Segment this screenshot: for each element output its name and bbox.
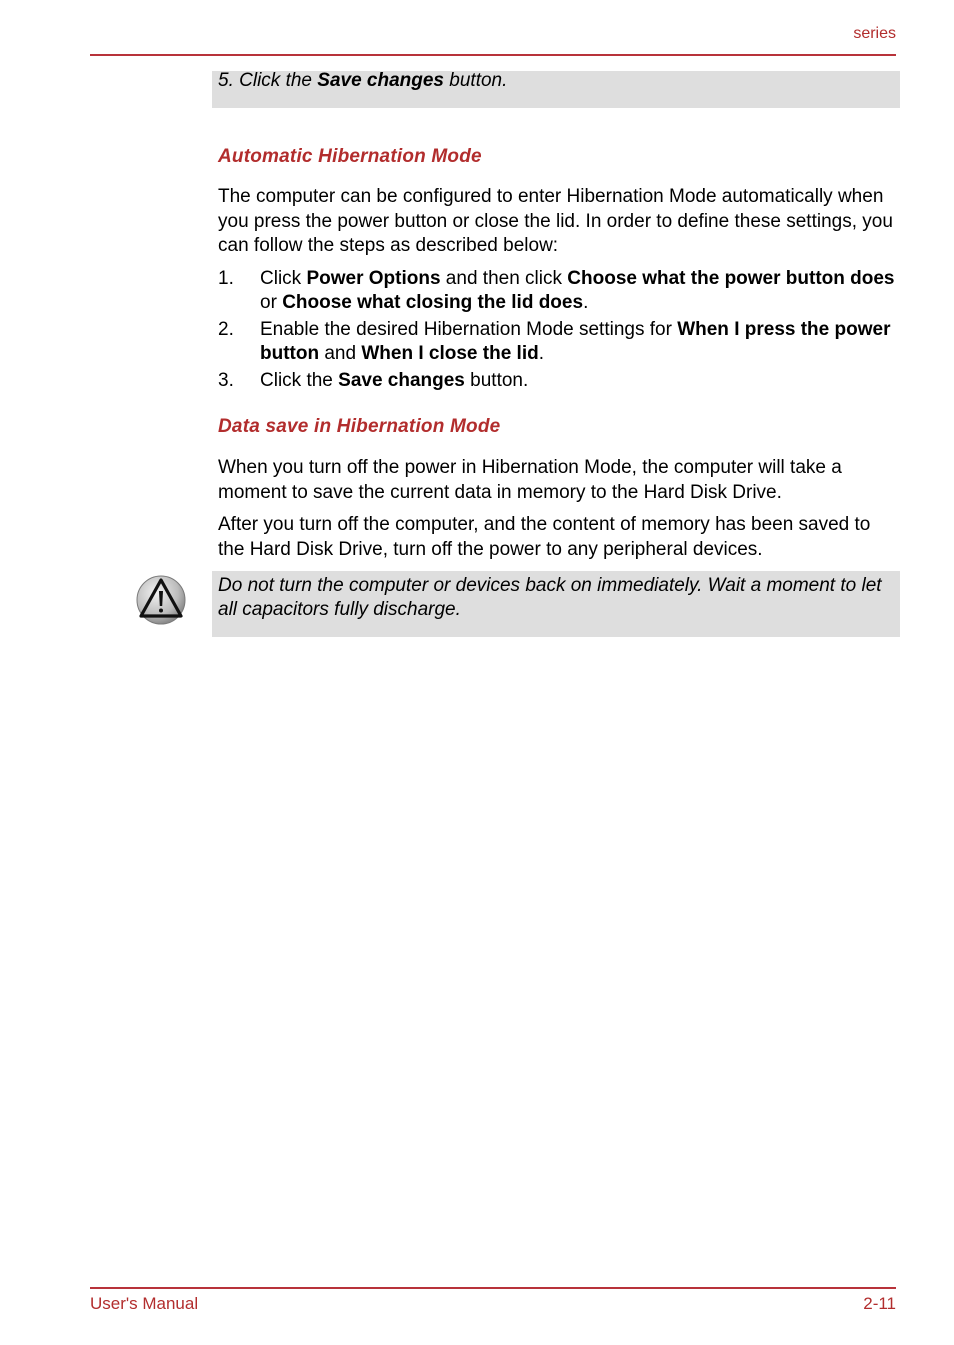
header-rule <box>90 54 896 56</box>
step1-part: . <box>583 292 589 313</box>
paragraph-data-save-2: After you turn off the computer, and the content of memory has been saved to the Hard Disk Drive, turn off the power to any peripheral devices. <box>218 514 871 560</box>
step1-part: and then click <box>440 268 568 289</box>
step1-part: or <box>260 292 283 313</box>
step2-bold: When I close the lid <box>361 343 539 364</box>
step3-bold: Save changes <box>338 370 465 391</box>
list-text <box>260 318 900 366</box>
section-heading-data-save: Data save in Hibernation Mode <box>218 416 501 437</box>
step3-part: button. <box>464 370 529 391</box>
step2-part: Enable the desired Hibernation Mode settings for <box>260 319 678 340</box>
footer-rule <box>90 1287 896 1289</box>
paragraph-data-save-1: When you turn off the power in Hibernation Mode, the computer will take a moment to save the current data in memory to the Hard Disk Drive. <box>218 457 842 503</box>
section-heading-automatic-hibernation: Automatic Hibernation Mode <box>218 146 482 167</box>
note-text <box>218 70 507 91</box>
list-number: 1. <box>218 268 234 289</box>
note-suffix: button. <box>444 70 508 91</box>
step2-bold: When I press the power button <box>260 319 891 364</box>
page-number: 2-11 <box>863 1294 896 1313</box>
list-text <box>260 267 900 315</box>
running-header: series <box>853 25 896 42</box>
list-text <box>260 369 900 393</box>
warning-icon <box>136 574 186 626</box>
list-number: 2. <box>218 319 234 340</box>
list-number: 3. <box>218 370 234 391</box>
caution-text: Do not turn the computer or devices back on immediately. Wait a moment to let all capacitors fully discharge. <box>218 575 882 620</box>
step1-bold: Choose what closing the lid does <box>282 292 584 313</box>
step2-part: . <box>538 343 544 364</box>
note-box-save-step <box>212 71 900 108</box>
note-prefix: 5. Click the <box>218 70 318 91</box>
intro-paragraph: The computer can be configured to enter Hibernation Mode automatically when you press the power button or close the lid. In order to define these settings, you can follow the steps as described below: <box>218 186 893 256</box>
note-bold: Save changes <box>317 70 445 91</box>
step1-part: Click <box>260 268 307 289</box>
footer-manual-title: User's Manual <box>90 1294 199 1313</box>
step2-part: and <box>319 343 362 364</box>
caution-box <box>212 571 900 637</box>
step1-bold: Power Options <box>306 268 441 289</box>
step1-bold: Choose what the power button does <box>567 268 895 289</box>
step3-part: Click the <box>260 370 339 391</box>
